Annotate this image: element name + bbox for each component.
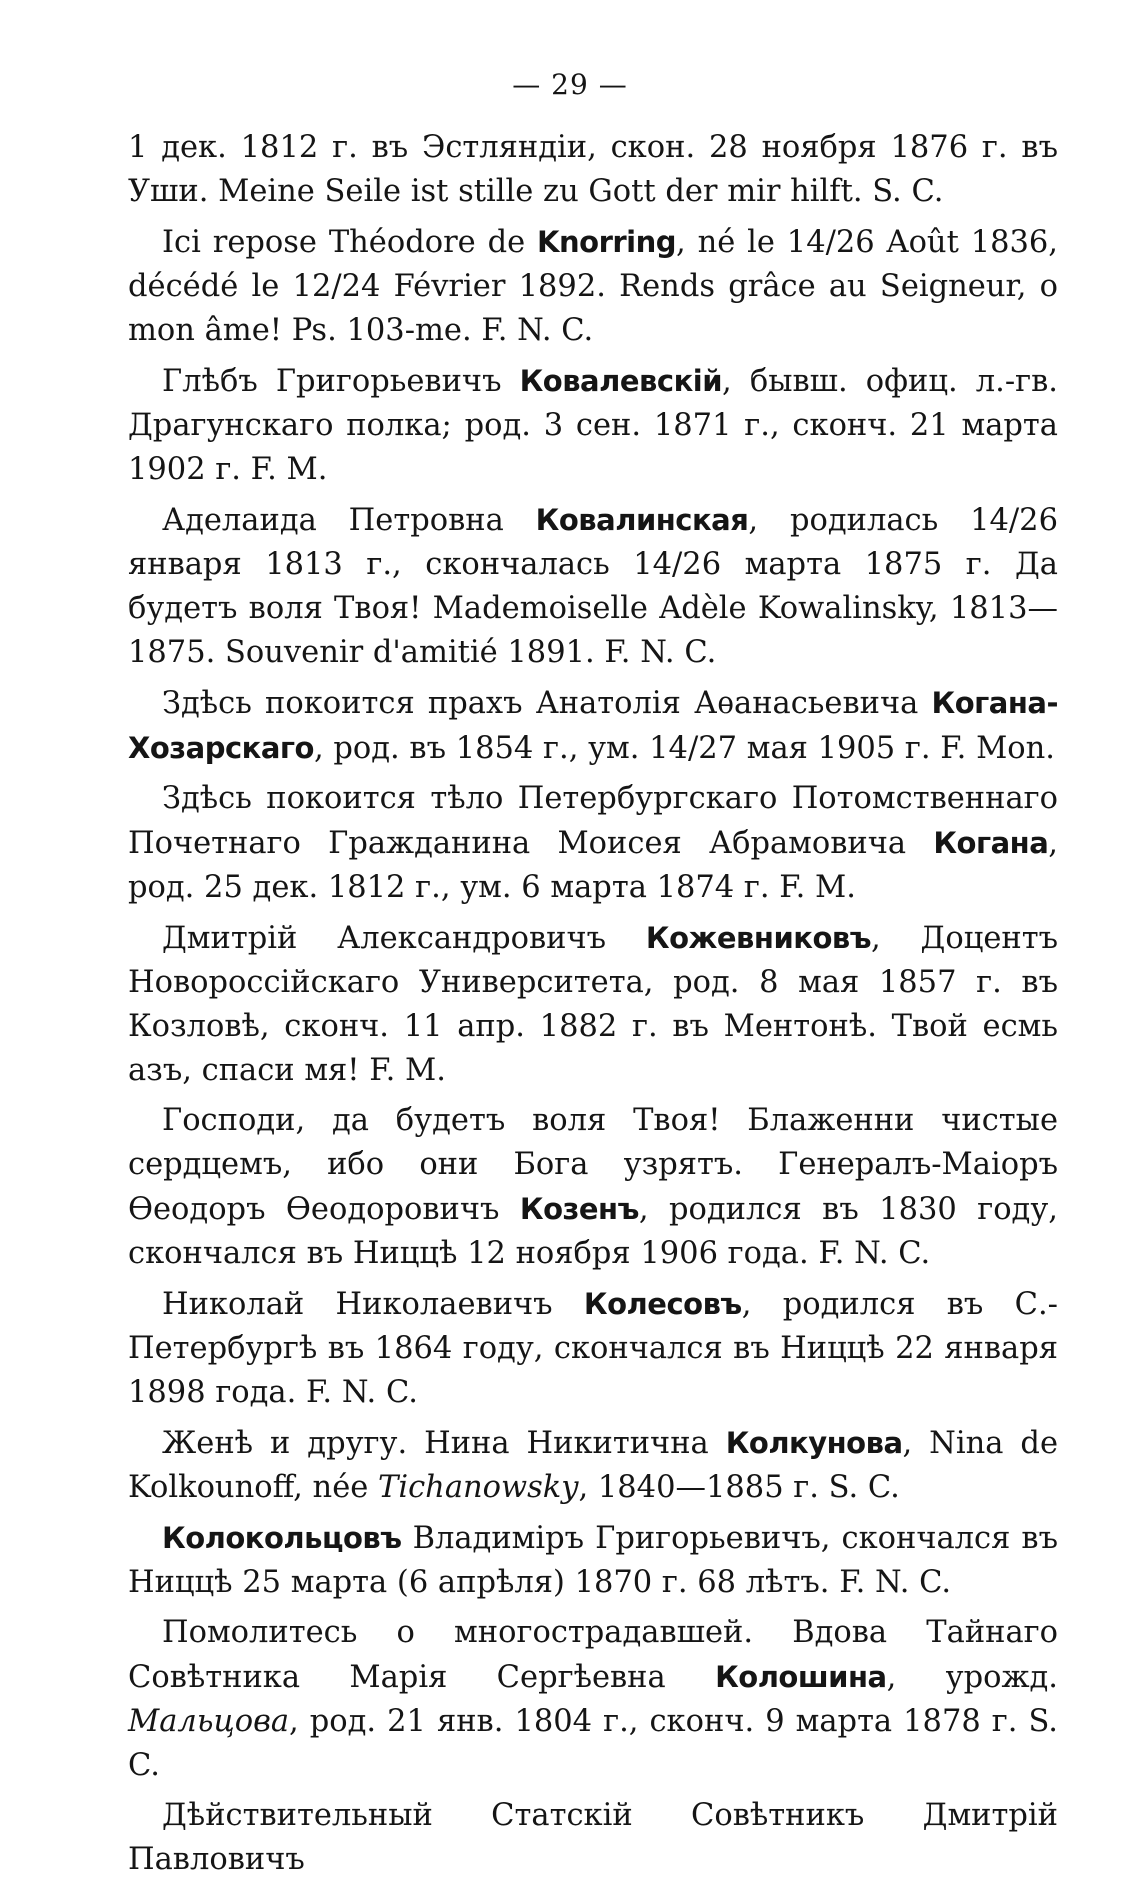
entry-kogan: Здѣсь покоится тѣло Петербургскаго Потомственнаго Почетнаго Гражданина Моисея Абрамовича Когана, род. 25 дек. 1812 г., ум. 6 марта 1874 г. F. M. xyxy=(128,781,1058,905)
surname: Кожевниковъ xyxy=(645,921,872,955)
page-number: — 29 — xyxy=(512,68,628,101)
entry-kolkunova: Женѣ и другу. Нина Никитична Колкунова, Nina de Kolkounoff, née Tichanowsky, 1840—1885 г. S. C. xyxy=(128,1426,1058,1505)
entry-1: 1 дек. 1812 г. въ Эстляндіи, скон. 28 ноября 1876 г. въ Уши. Meine Seile ist stille zu Gott der mir hilft. S. C. xyxy=(128,130,1058,209)
entry-kovalevsky: Глѣбъ Григорьевичъ Ковалевскій, бывш. офиц. л.-гв. Драгунскаго полка; род. 3 сен. 1871 г., сконч. 21 марта 1902 г. F. M. xyxy=(128,364,1058,487)
entry-kogan-khozarsky: Здѣсь покоится прахъ Анатолія Аѳанасьевича Когана-Хозарскаго, род. въ 1854 г., ум. 14/27 мая 1905 г. F. Mon. xyxy=(128,686,1058,766)
entry-knorring: Ici repose Théodore de Knorring, né le 14/26 Août 1836, décédé le 12/24 Février 1892. Rends grâce au Seigneur, o mon âme! Ps. 103-me. F. N. C. xyxy=(128,225,1059,348)
text-body xyxy=(128,126,1058,1888)
surname: Колошина xyxy=(715,1660,887,1694)
entry-kolokoltsov: Колокольцовъ Владиміръ Григорьевичъ, скончался въ Ниццѣ 25 марта (6 апрѣля) 1870 г. 68 лѣтъ. F. N. C. xyxy=(128,1521,1058,1600)
surname: Когана-Хозарскаго xyxy=(128,686,1058,765)
maiden-name: Мальцова xyxy=(128,1704,290,1739)
entry-kolesov: Николай Николаевичъ Колесовъ, родился въ С.-Петербургѣ въ 1864 году, скончался въ Ниццѣ 22 января 1898 года. F. N. C. xyxy=(128,1287,1058,1410)
surname: Козенъ xyxy=(519,1192,639,1226)
entry-kozhevnikov: Дмитрій Александровичъ Кожевниковъ, Доцентъ Новороссійскаго Университета, род. 8 мая 1857 г. въ Козловѣ, сконч. 11 апр. 1882 г. въ Ментонѣ. Твой есмь азъ, спаси мя! F. M. xyxy=(128,921,1058,1088)
entry-koloshina: Помолитесь о многострадавшей. Вдова Тайнаго Совѣтника Марія Сергѣевна Колошина, урожд. Мальцова, род. 21 янв. 1804 г., сконч. 9 марта 1878 г. S. C. xyxy=(128,1615,1058,1783)
surname: Колесовъ xyxy=(583,1287,742,1321)
surname: Когана xyxy=(933,826,1049,860)
surname: Knorring xyxy=(537,225,677,259)
entry-last: Дѣйствительный Статскій Совѣтникъ Дмитрій Павловичъ xyxy=(128,1798,1058,1877)
entry-kozen: Господи, да будетъ воля Твоя! Блаженни чистые сердцемъ, ибо они Бога узрятъ. Генералъ-Маіоръ Ѳеодоръ Ѳеодоровичъ Козенъ, родился въ 1830 году, скончался въ Ниццѣ 12 ноября 1906 года. F. N. C. xyxy=(128,1103,1058,1271)
entry-kovalinskaya: Аделаида Петровна Ковалинская, родилась 14/26 января 1813 г., скончалась 14/26 марта 1875 г. Да будетъ воля Твоя! Mademoiselle Adèle Kowalinsky, 1813—1875. Souvenir d'amitié 1891. F. N. C. xyxy=(128,503,1058,670)
surname: Колкунова xyxy=(725,1426,903,1460)
surname: Колокольцовъ xyxy=(162,1521,402,1555)
maiden-name: Tichanowsky xyxy=(378,1470,579,1505)
surname: Ковалевскій xyxy=(519,364,723,398)
surname: Ковалинская xyxy=(535,503,749,537)
